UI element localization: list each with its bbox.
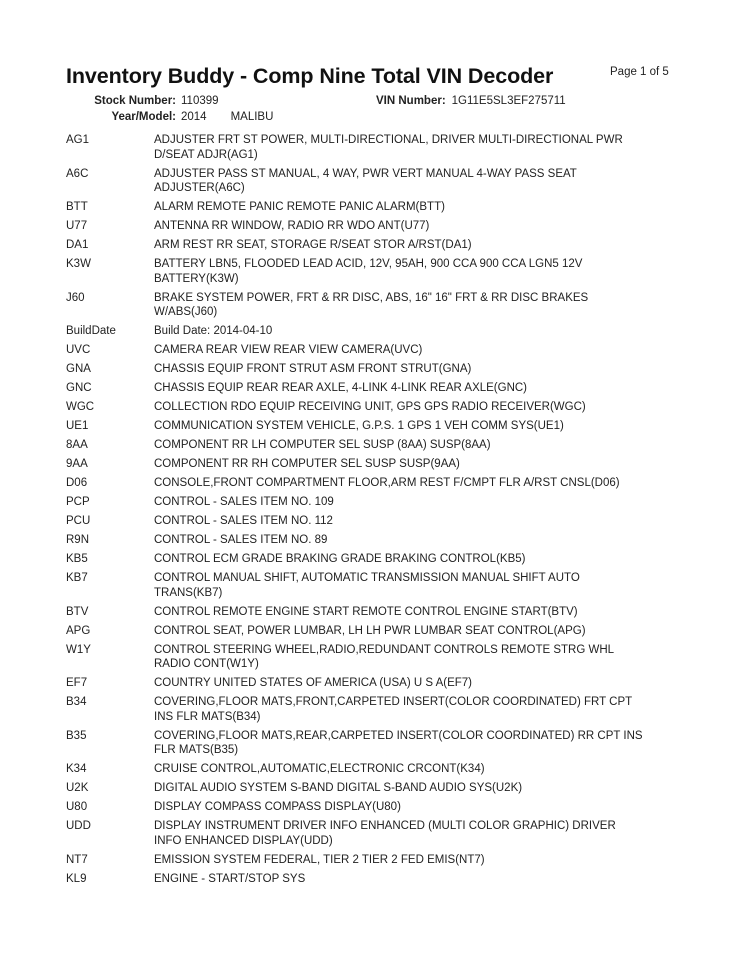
option-row	[66, 676, 686, 691]
option-description: CONTROL SEAT, POWER LUMBAR, LH LH PWR LUMBAR SEAT CONTROL(APG)	[154, 624, 586, 637]
option-row	[66, 853, 686, 868]
option-row	[66, 872, 686, 887]
option-row	[66, 800, 686, 815]
option-code: WGC	[66, 401, 95, 414]
option-row	[66, 200, 686, 215]
option-row	[66, 819, 686, 848]
option-code: KB7	[66, 572, 88, 585]
year-model-label: Year/Model:	[111, 111, 176, 123]
option-code: APG	[66, 624, 91, 637]
option-description: COVERING,FLOOR MATS,FRONT,CARPETED INSERT(COLOR COORDINATED) FRT CPT INS FLR MATS(B34)	[154, 696, 632, 723]
option-description: ENGINE - START/STOP SYS	[154, 872, 306, 885]
option-row	[66, 133, 686, 162]
option-code: BTT	[66, 201, 88, 214]
option-code: UE1	[66, 420, 89, 433]
option-code: B34	[66, 696, 87, 709]
option-description: CONTROL - SALES ITEM NO. 89	[154, 534, 328, 547]
option-code: GNC	[66, 382, 92, 395]
option-description: COVERING,FLOOR MATS,REAR,CARPETED INSERT(COLOR COORDINATED) RR CPT INS FLR MATS(B35)	[154, 729, 643, 757]
option-description: DISPLAY INSTRUMENT DRIVER INFO ENHANCED (MULTI COLOR GRAPHIC) DRIVER INFO ENHANCED DISPLAY(UDD)	[154, 820, 616, 847]
option-row	[66, 476, 686, 491]
option-code: AG1	[66, 134, 90, 146]
option-description: Build Date: 2014-04-10	[154, 325, 273, 338]
document-title: Inventory Buddy - Comp Nine Total VIN Decoder	[66, 64, 554, 88]
option-code: GNA	[66, 363, 91, 376]
stock-number-value: 110399	[181, 95, 219, 107]
option-row	[66, 729, 686, 758]
option-description: CONTROL ECM GRADE BRAKING GRADE BRAKING CONTROL(KB5)	[154, 553, 526, 566]
option-code: DA1	[66, 239, 89, 252]
option-row	[66, 571, 686, 600]
option-row	[66, 419, 686, 434]
option-row	[66, 624, 686, 639]
option-code: BuildDate	[66, 325, 116, 338]
option-description: CONTROL - SALES ITEM NO. 109	[154, 496, 334, 509]
option-row	[66, 533, 686, 548]
option-row	[66, 643, 686, 672]
option-description: BRAKE SYSTEM POWER, FRT & RR DISC, ABS, 16" 16" FRT & RR DISC BRAKES W/ABS(J60)	[154, 291, 589, 319]
option-code: U2K	[66, 782, 89, 795]
option-row	[66, 781, 686, 796]
option-row	[66, 605, 686, 620]
option-description: CAMERA REAR VIEW REAR VIEW CAMERA(UVC)	[154, 344, 423, 357]
option-code: UDD	[66, 820, 91, 833]
option-description: CRUISE CONTROL,AUTOMATIC,ELECTRONIC CRCONT(K34)	[154, 763, 485, 776]
option-code: R9N	[66, 534, 90, 547]
option-row	[66, 257, 686, 286]
option-code: NT7	[66, 853, 88, 866]
option-description: ADJUSTER PASS ST MANUAL, 4 WAY, PWR VERT MANUAL 4-WAY PASS SEAT ADJUSTER(A6C)	[154, 167, 577, 195]
option-code: U80	[66, 801, 88, 814]
vin-number-label: VIN Number:	[376, 95, 446, 107]
page-indicator: Page 1 of 5	[610, 66, 669, 78]
option-row	[66, 438, 686, 453]
option-code: D06	[66, 477, 88, 490]
option-code: KL9	[66, 872, 87, 885]
option-code: UVC	[66, 344, 91, 357]
year-value: 2014	[181, 111, 207, 123]
option-row	[66, 362, 686, 377]
stock-number-label: Stock Number:	[94, 95, 176, 107]
option-description: CONSOLE,FRONT COMPARTMENT FLOOR,ARM REST F/CMPT FLR A/RST CNSL(D06)	[154, 477, 620, 490]
option-description: COMMUNICATION SYSTEM VEHICLE, G.P.S. 1 GPS 1 VEH COMM SYS(UE1)	[154, 420, 564, 433]
option-description: CHASSIS EQUIP REAR REAR AXLE, 4-LINK 4-LINK REAR AXLE(GNC)	[154, 382, 528, 395]
option-description: ALARM REMOTE PANIC REMOTE PANIC ALARM(BTT)	[154, 201, 445, 214]
option-row	[66, 291, 686, 320]
option-row	[66, 495, 686, 510]
option-code: EF7	[66, 677, 88, 690]
option-row	[66, 238, 686, 253]
model-value: MALIBU	[230, 111, 274, 123]
option-code: J60	[66, 291, 85, 304]
option-row	[66, 762, 686, 777]
option-row	[66, 695, 686, 724]
option-code: K34	[66, 763, 87, 776]
stock-number-field	[88, 95, 219, 107]
option-description: ARM REST RR SEAT, STORAGE R/SEAT STOR A/RST(DA1)	[154, 239, 472, 252]
option-code: W1Y	[66, 643, 91, 656]
option-description: COUNTRY UNITED STATES OF AMERICA (USA) U S A(EF7)	[154, 677, 472, 690]
option-description: COLLECTION RDO EQUIP RECEIVING UNIT, GPS GPS RADIO RECEIVER(WGC)	[154, 401, 586, 414]
option-code: B35	[66, 729, 87, 742]
option-row	[66, 514, 686, 529]
option-description: COMPONENT RR RH COMPUTER SEL SUSP SUSP(9AA)	[154, 458, 460, 471]
option-code: KB5	[66, 553, 88, 566]
option-description: CHASSIS EQUIP FRONT STRUT ASM FRONT STRUT(GNA)	[154, 363, 472, 376]
option-row	[66, 324, 686, 339]
option-description: BATTERY LBN5, FLOODED LEAD ACID, 12V, 95AH, 900 CCA 900 CCA LGN5 12V BATTERY(K3W)	[154, 258, 583, 285]
option-code: A6C	[66, 167, 89, 180]
option-row	[66, 381, 686, 396]
option-description: ANTENNA RR WINDOW, RADIO RR WDO ANT(U77)	[154, 220, 430, 233]
option-code: PCP	[66, 496, 90, 509]
option-description: CONTROL - SALES ITEM NO. 112	[154, 515, 333, 528]
option-description: CONTROL REMOTE ENGINE START REMOTE CONTROL ENGINE START(BTV)	[154, 605, 578, 618]
option-row	[66, 552, 686, 567]
option-code: 9AA	[66, 458, 88, 471]
option-code: PCU	[66, 515, 91, 528]
option-description: EMISSION SYSTEM FEDERAL, TIER 2 TIER 2 FED EMIS(NT7)	[154, 853, 485, 866]
option-description: ADJUSTER FRT ST POWER, MULTI-DIRECTIONAL, DRIVER MULTI-DIRECTIONAL PWR D/SEAT ADJR(AG1)	[154, 134, 623, 161]
option-description: CONTROL STEERING WHEEL,RADIO,REDUNDANT CONTROLS REMOTE STRG WHL RADIO CONT(W1Y)	[154, 643, 614, 671]
option-code: 8AA	[66, 439, 88, 452]
option-code-list	[66, 133, 686, 891]
option-row	[66, 457, 686, 472]
option-description: CONTROL MANUAL SHIFT, AUTOMATIC TRANSMISSION MANUAL SHIFT AUTO TRANS(KB7)	[154, 572, 580, 599]
option-row	[66, 343, 686, 358]
option-row	[66, 219, 686, 234]
option-description: DIGITAL AUDIO SYSTEM S-BAND DIGITAL S-BAND AUDIO SYS(U2K)	[154, 782, 523, 795]
option-code: K3W	[66, 258, 91, 271]
option-code: U77	[66, 220, 88, 233]
option-description: COMPONENT RR LH COMPUTER SEL SUSP (8AA) SUSP(8AA)	[154, 439, 491, 452]
option-description: DISPLAY COMPASS COMPASS DISPLAY(U80)	[154, 801, 401, 814]
year-model-field	[88, 111, 273, 123]
vin-number-value: 1G11E5SL3EF275711	[451, 95, 566, 107]
option-row	[66, 167, 686, 196]
vin-number-field	[376, 95, 566, 107]
option-code: BTV	[66, 605, 89, 618]
option-row	[66, 400, 686, 415]
